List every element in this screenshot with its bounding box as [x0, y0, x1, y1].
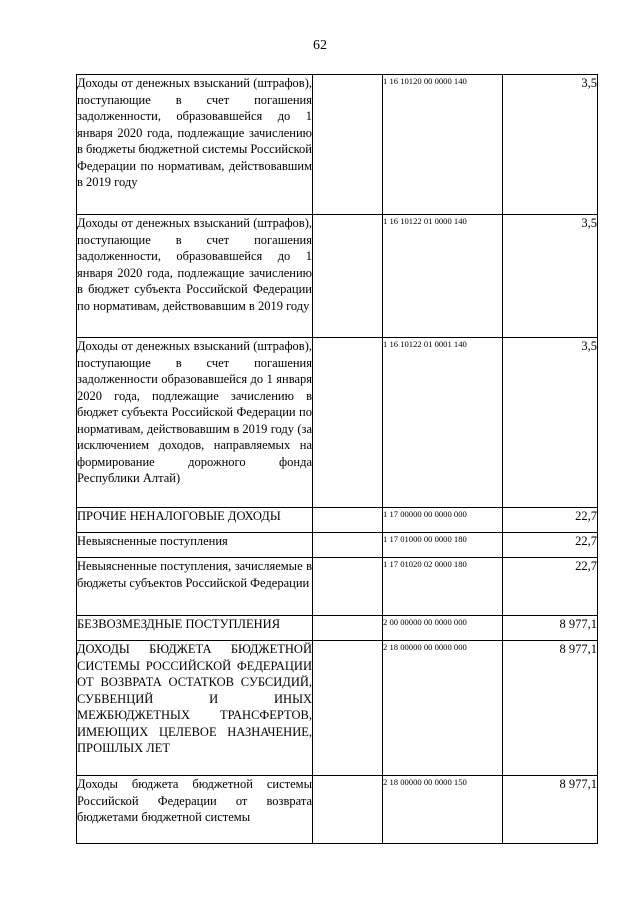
table-row	[77, 75, 598, 215]
empty-cell	[313, 558, 383, 616]
row-code: 1 17 00000 00 0000 000	[383, 508, 503, 533]
row-value: 8 977,1	[503, 616, 598, 641]
row-code: 1 16 10122 01 0000 140	[383, 215, 503, 338]
row-name: Невыясненные поступления	[77, 533, 313, 558]
row-value: 8 977,1	[503, 641, 598, 776]
empty-cell	[313, 641, 383, 776]
empty-cell	[313, 338, 383, 508]
table-row	[77, 616, 598, 641]
row-name: Доходы бюджета бюджетной системы Российской Федерации от возврата бюджетами бюджетной системы	[77, 776, 313, 844]
row-code: 1 16 10122 01 0001 140	[383, 338, 503, 508]
empty-cell	[313, 215, 383, 338]
row-code: 1 16 10120 00 0000 140	[383, 75, 503, 215]
row-value: 22,7	[503, 533, 598, 558]
row-name: Невыясненные поступления, зачисляемые в бюджеты субъектов Российской Федерации	[77, 558, 313, 616]
table-row	[77, 558, 598, 616]
empty-cell	[313, 508, 383, 533]
page-number: 62	[313, 38, 327, 53]
row-name: БЕЗВОЗМЕЗДНЫЕ ПОСТУПЛЕНИЯ	[77, 616, 313, 641]
row-value: 22,7	[503, 558, 598, 616]
row-value: 3,5	[503, 215, 598, 338]
row-value: 3,5	[503, 338, 598, 508]
table-row	[77, 215, 598, 338]
row-value: 3,5	[503, 75, 598, 215]
table-row	[77, 641, 598, 776]
row-name: Доходы от денежных взысканий (штрафов), поступающие в счет погашения задолженности образовавшейся до 1 января 2020 года, подлежащие зачислению в бюджет субъекта Российской Федерации по нормативам, действовавшим в 2019 году (за исключением доходов, направляемых на формирование дорожного фонда Республики Алтай)	[77, 338, 313, 508]
row-name: ПРОЧИЕ НЕНАЛОГОВЫЕ ДОХОДЫ	[77, 508, 313, 533]
row-code: 2 18 00000 00 0000 000	[383, 641, 503, 776]
row-name: Доходы от денежных взысканий (штрафов), поступающие в счет погашения задолженности, образовавшейся до 1 января 2020 года, подлежащие зачислению в бюджет субъекта Российской Федерации по нормативам, действовавшим в 2019 году	[77, 215, 313, 338]
empty-cell	[313, 533, 383, 558]
row-name: Доходы от денежных взысканий (штрафов), поступающие в счет погашения задолженности, образовавшейся до 1 января 2020 года, подлежащие зачислению в бюджеты бюджетной системы Российской Федерации по нормативам, действовавшим в 2019 году	[77, 75, 313, 215]
table-row	[77, 533, 598, 558]
row-code: 1 17 01000 00 0000 180	[383, 533, 503, 558]
row-value: 22,7	[503, 508, 598, 533]
row-value: 8 977,1	[503, 776, 598, 844]
row-code: 2 18 00000 00 0000 150	[383, 776, 503, 844]
revenue-table	[76, 74, 598, 844]
empty-cell	[313, 776, 383, 844]
table-row	[77, 508, 598, 533]
row-code: 2 00 00000 00 0000 000	[383, 616, 503, 641]
empty-cell	[313, 75, 383, 215]
row-name: ДОХОДЫ БЮДЖЕТА БЮДЖЕТНОЙ СИСТЕМЫ РОССИЙСКОЙ ФЕДЕРАЦИИ ОТ ВОЗВРАТА ОСТАТКОВ СУБСИДИЙ, СУБВЕНЦИЙ И ИНЫХ МЕЖБЮДЖЕТНЫХ ТРАНСФЕРТОВ, ИМЕЮЩИХ ЦЕЛЕВОЕ НАЗНАЧЕНИЕ, ПРОШЛЫХ ЛЕТ	[77, 641, 313, 776]
table-row	[77, 776, 598, 844]
empty-cell	[313, 616, 383, 641]
row-code: 1 17 01020 02 0000 180	[383, 558, 503, 616]
table-row	[77, 338, 598, 508]
